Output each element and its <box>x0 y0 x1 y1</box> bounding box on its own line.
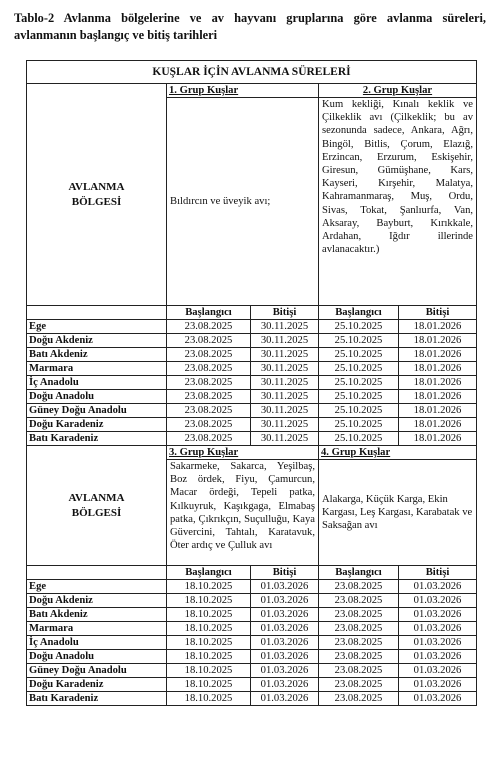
region-cell: Batı Akdeniz <box>27 348 167 362</box>
region-cell: Güney Doğu Anadolu <box>27 404 167 418</box>
end-date-cell: 01.03.2026 <box>251 636 319 650</box>
region-cell: Batı Karadeniz <box>27 692 167 706</box>
start-date-cell: 25.10.2025 <box>319 334 399 348</box>
start-header: Başlangıcı <box>167 566 251 580</box>
group-2-description: Kum kekliği, Kınalı keklik ve Çilkeklik avı (Çilkeklik; bu av sezonunda sadece, Ankara, Ağrı, Bingöl, Bitlis, Çorum, Elazığ, Erzincan, Erzurum, Eskişehir, Giresun, Gümüşhane, Kars, Kayseri, Kırşehir, Malatya, Kahramanmaraş, Muş, Ordu, Sivas, Tokat, Şanlıurfa, Van, Aksaray, Bayburt, Kırıkkale, Ardahan, Iğdır illerinde avlanacaktır.) <box>319 98 477 306</box>
region-cell: Doğu Karadeniz <box>27 678 167 692</box>
table-row <box>27 334 477 348</box>
end-date-cell: 01.03.2026 <box>399 664 477 678</box>
start-date-cell: 25.10.2025 <box>319 320 399 334</box>
start-date-cell: 18.10.2025 <box>167 650 251 664</box>
table-row <box>27 608 477 622</box>
start-date-cell: 18.10.2025 <box>167 622 251 636</box>
blank-header-cell <box>27 306 167 320</box>
region-cell: Doğu Anadolu <box>27 650 167 664</box>
section-1-rows <box>27 320 477 446</box>
region-cell: Doğu Akdeniz <box>27 594 167 608</box>
start-date-cell: 23.08.2025 <box>167 348 251 362</box>
table-row <box>27 418 477 432</box>
end-date-cell: 30.11.2025 <box>251 376 319 390</box>
start-date-cell: 25.10.2025 <box>319 390 399 404</box>
table-row <box>27 362 477 376</box>
end-date-cell: 30.11.2025 <box>251 334 319 348</box>
start-date-cell: 18.10.2025 <box>167 608 251 622</box>
table-row <box>27 594 477 608</box>
region-cell: Doğu Anadolu <box>27 390 167 404</box>
region-header-line2: BÖLGESİ <box>71 506 122 519</box>
start-date-cell: 25.10.2025 <box>319 362 399 376</box>
caption-line-2: avlanmanın başlangıç ve bitiş tarihleri <box>14 28 218 42</box>
start-date-cell: 23.08.2025 <box>319 580 399 594</box>
blank-header-cell <box>27 566 167 580</box>
table-row <box>27 636 477 650</box>
end-date-cell: 30.11.2025 <box>251 320 319 334</box>
end-date-cell: 01.03.2026 <box>251 580 319 594</box>
end-date-cell: 01.03.2026 <box>399 650 477 664</box>
end-date-cell: 01.03.2026 <box>251 594 319 608</box>
start-date-cell: 23.08.2025 <box>319 594 399 608</box>
start-date-cell: 25.10.2025 <box>319 348 399 362</box>
start-date-cell: 23.08.2025 <box>319 678 399 692</box>
group-4-title: 4. Grup Kuşlar <box>319 446 477 460</box>
region-cell: Ege <box>27 320 167 334</box>
start-date-cell: 18.10.2025 <box>167 636 251 650</box>
end-header: Bitişi <box>251 306 319 320</box>
end-date-cell: 01.03.2026 <box>399 678 477 692</box>
start-date-cell: 23.08.2025 <box>167 432 251 446</box>
region-cell: Marmara <box>27 362 167 376</box>
end-date-cell: 01.03.2026 <box>251 608 319 622</box>
hunting-periods-table <box>26 60 477 706</box>
region-header-1 <box>27 84 167 306</box>
region-header-line1: AVLANMA <box>68 491 125 504</box>
table-row <box>27 622 477 636</box>
end-date-cell: 01.03.2026 <box>251 622 319 636</box>
end-date-cell: 18.01.2026 <box>399 404 477 418</box>
region-header-line2: BÖLGESİ <box>71 195 122 208</box>
table-row <box>27 664 477 678</box>
end-date-cell: 18.01.2026 <box>399 334 477 348</box>
end-header: Bitişi <box>399 306 477 320</box>
region-cell: Doğu Karadeniz <box>27 418 167 432</box>
region-cell: Batı Karadeniz <box>27 432 167 446</box>
section-2-rows <box>27 580 477 706</box>
start-date-cell: 18.10.2025 <box>167 580 251 594</box>
end-date-cell: 18.01.2026 <box>399 376 477 390</box>
start-date-cell: 18.10.2025 <box>167 594 251 608</box>
end-date-cell: 01.03.2026 <box>251 650 319 664</box>
end-date-cell: 30.11.2025 <box>251 348 319 362</box>
table-row <box>27 348 477 362</box>
region-cell: Batı Akdeniz <box>27 608 167 622</box>
region-cell: Doğu Akdeniz <box>27 334 167 348</box>
end-date-cell: 18.01.2026 <box>399 432 477 446</box>
group-4-description: Alakarga, Küçük Karga, Ekin Kargası, Leş Kargası, Karabatak ve Saksağan avı <box>319 460 477 566</box>
group-3-description: Sakarmeke, Sakarca, Yeşilbaş, Boz ördek, Fiyu, Çamurcun, Macar ördeği, Tepeli patka, Kılkuyruk, Kaşıkgaga, Elmabaş patka, Çıkrıkçın, Suçulluğu, Kaya Güvercini, Tahtalı, Karatavuk, Öter ardıç ve Çulluk avı <box>167 460 319 566</box>
start-date-cell: 18.10.2025 <box>167 692 251 706</box>
table-row <box>27 320 477 334</box>
end-date-cell: 18.01.2026 <box>399 418 477 432</box>
start-date-cell: 25.10.2025 <box>319 376 399 390</box>
group-1-description: Bıldırcın ve üveyik avı; <box>167 98 319 306</box>
start-date-cell: 25.10.2025 <box>319 418 399 432</box>
end-date-cell: 01.03.2026 <box>251 664 319 678</box>
region-cell: İç Anadolu <box>27 376 167 390</box>
region-header-2 <box>27 446 167 566</box>
group-2-title: 2. Grup Kuşlar <box>319 84 477 98</box>
start-date-cell: 23.08.2025 <box>167 390 251 404</box>
start-date-cell: 23.08.2025 <box>319 664 399 678</box>
group-1-title: 1. Grup Kuşlar <box>167 84 319 98</box>
start-date-cell: 18.10.2025 <box>167 664 251 678</box>
caption-line-1: Tablo-2 Avlanma bölgelerine ve av hayvanı gruplarına göre avlanma süreleri, <box>14 11 486 25</box>
end-date-cell: 01.03.2026 <box>399 594 477 608</box>
end-date-cell: 01.03.2026 <box>399 622 477 636</box>
start-date-cell: 23.08.2025 <box>167 418 251 432</box>
group-3-title: 3. Grup Kuşlar <box>167 446 319 460</box>
end-date-cell: 01.03.2026 <box>399 636 477 650</box>
end-header: Bitişi <box>399 566 477 580</box>
region-cell: Marmara <box>27 622 167 636</box>
end-date-cell: 18.01.2026 <box>399 362 477 376</box>
end-date-cell: 01.03.2026 <box>399 692 477 706</box>
end-date-cell: 01.03.2026 <box>251 678 319 692</box>
end-header: Bitişi <box>251 566 319 580</box>
start-date-cell: 23.08.2025 <box>319 692 399 706</box>
end-date-cell: 01.03.2026 <box>251 692 319 706</box>
end-date-cell: 30.11.2025 <box>251 432 319 446</box>
region-cell: İç Anadolu <box>27 636 167 650</box>
start-date-cell: 18.10.2025 <box>167 678 251 692</box>
start-date-cell: 23.08.2025 <box>167 320 251 334</box>
end-date-cell: 30.11.2025 <box>251 418 319 432</box>
end-date-cell: 18.01.2026 <box>399 320 477 334</box>
start-date-cell: 23.08.2025 <box>167 334 251 348</box>
start-date-cell: 23.08.2025 <box>319 636 399 650</box>
end-date-cell: 18.01.2026 <box>399 390 477 404</box>
end-date-cell: 18.01.2026 <box>399 348 477 362</box>
start-date-cell: 23.08.2025 <box>167 404 251 418</box>
end-date-cell: 30.11.2025 <box>251 404 319 418</box>
start-date-cell: 23.08.2025 <box>167 376 251 390</box>
region-cell: Güney Doğu Anadolu <box>27 664 167 678</box>
end-date-cell: 01.03.2026 <box>399 608 477 622</box>
table-row <box>27 404 477 418</box>
region-header-line1: AVLANMA <box>68 180 125 193</box>
start-date-cell: 23.08.2025 <box>319 650 399 664</box>
table-row <box>27 692 477 706</box>
table-title: KUŞLAR İÇİN AVLANMA SÜRELERİ <box>27 61 477 84</box>
start-date-cell: 23.08.2025 <box>167 362 251 376</box>
end-date-cell: 30.11.2025 <box>251 362 319 376</box>
start-header: Başlangıcı <box>319 566 399 580</box>
region-cell: Ege <box>27 580 167 594</box>
start-date-cell: 25.10.2025 <box>319 432 399 446</box>
table-row <box>27 650 477 664</box>
table-caption <box>14 10 486 44</box>
end-date-cell: 01.03.2026 <box>399 580 477 594</box>
start-header: Başlangıcı <box>319 306 399 320</box>
table-row <box>27 390 477 404</box>
table-row <box>27 376 477 390</box>
start-date-cell: 23.08.2025 <box>319 622 399 636</box>
table-row <box>27 432 477 446</box>
start-header: Başlangıcı <box>167 306 251 320</box>
end-date-cell: 30.11.2025 <box>251 390 319 404</box>
table-row <box>27 678 477 692</box>
start-date-cell: 25.10.2025 <box>319 404 399 418</box>
table-row <box>27 580 477 594</box>
start-date-cell: 23.08.2025 <box>319 608 399 622</box>
